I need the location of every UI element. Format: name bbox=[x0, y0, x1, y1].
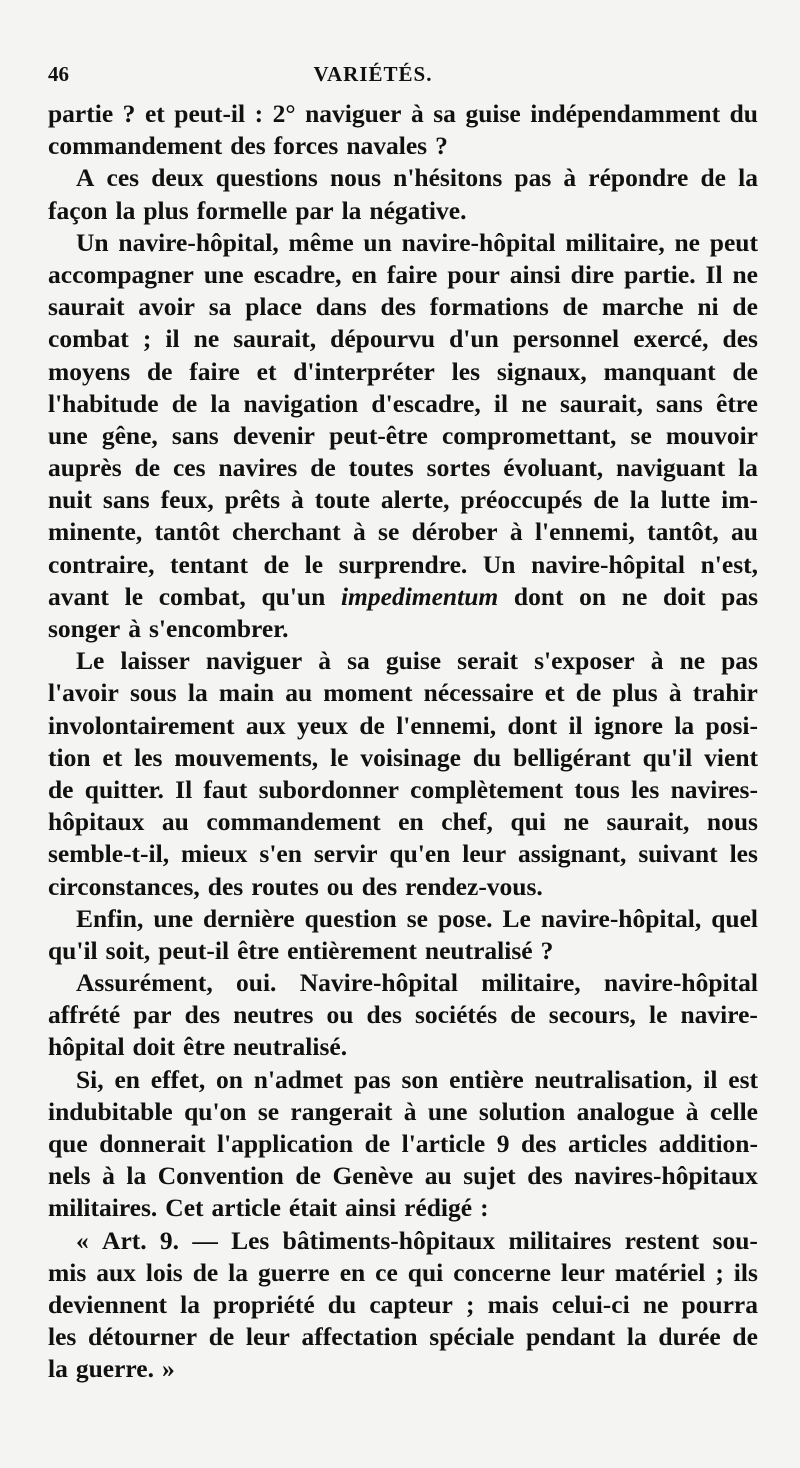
paragraph bbox=[48, 1064, 758, 1225]
paragraph bbox=[48, 1225, 758, 1386]
paragraph bbox=[48, 162, 758, 226]
text-line: songer à s'encombrer. bbox=[48, 614, 289, 643]
text-line: moyens de faire et d'interpréter les signaux, manquant de bbox=[48, 356, 758, 386]
text-line: de quitter. Il faut subordonner complètement tous les navires- bbox=[48, 774, 758, 804]
text-line: que donnerait l'application de l'article 9 des articles addition- bbox=[48, 1129, 758, 1158]
text-line: militaires. Cet article était ainsi rédigé : bbox=[48, 1193, 489, 1223]
text-line: Un navire-hôpital, même un navire-hôpital militaire, ne peut bbox=[76, 227, 758, 257]
text-line: Assurément, oui. Navire-hôpital militaire, navire-hôpital bbox=[76, 968, 758, 998]
paragraph bbox=[48, 98, 758, 162]
text-line: « Art. 9. — Les bâtiments-hôpitaux militaires restent sou- bbox=[76, 1225, 758, 1255]
text-line: tion et les mouvements, le voisinage du belligérant qu'il vient bbox=[48, 742, 758, 772]
text-line: combat ; il ne saurait, dépourvu d'un personnel exercé, des bbox=[48, 324, 758, 354]
text-line: Si, en effet, on n'admet pas son entière neutralisation, il est bbox=[76, 1064, 758, 1094]
running-title: VARIÉTÉS. bbox=[313, 62, 433, 86]
paragraph bbox=[48, 903, 758, 967]
text-line: involontairement aux yeux de l'ennemi, dont il ignore la posi- bbox=[48, 710, 758, 740]
text-line: qu'il soit, peut-il être entièrement neutralisé ? bbox=[48, 935, 554, 965]
page-body bbox=[48, 98, 758, 1386]
text-line: l'avoir sous la main au moment nécessaire et de plus à trahir bbox=[48, 678, 758, 708]
text-line: la guerre. » bbox=[48, 1354, 175, 1384]
text-line: nels à la Convention de Genève au sujet des navires-hôpitaux bbox=[48, 1161, 758, 1191]
text-line: saurait avoir sa place dans des formations de marche ni de bbox=[48, 292, 758, 322]
text-line: minente, tantôt cherchant à se dérober à l'ennemi, tantôt, au bbox=[48, 517, 758, 547]
text-line: Enfin, une dernière question se pose. Le navire-hôpital, quel bbox=[76, 903, 758, 933]
text-line: contraire, tentant de le surprendre. Un navire-hôpital n'est, bbox=[48, 549, 758, 579]
text-line: les détourner de leur affectation spéciale pendant la durée de bbox=[48, 1322, 758, 1352]
text-line: mis aux lois de la guerre en ce qui concerne leur matériel ; ils bbox=[48, 1257, 758, 1287]
text-line: partie ? et peut-il : 2° naviguer à sa guise indépendamment du bbox=[48, 99, 758, 128]
text-line: commandement des forces navales ? bbox=[48, 131, 448, 161]
text-line: une gêne, sans devenir peut-être compromettant, se mouvoir bbox=[48, 420, 758, 450]
text-line: affrété par des neutres ou des sociétés de secours, le navire- bbox=[48, 1000, 758, 1030]
text-line: circonstances, des routes ou des rendez-vous. bbox=[48, 871, 543, 901]
paragraph bbox=[48, 967, 758, 1064]
text-line: l'habitude de la navigation d'escadre, il ne saurait, sans être bbox=[48, 388, 758, 418]
page-number: 46 bbox=[48, 62, 69, 86]
text-line: Le laisser naviguer à sa guise serait s'exposer à ne pas bbox=[76, 646, 758, 676]
text-line: accompagner une escadre, en faire pour ainsi dire partie. Il ne bbox=[48, 259, 758, 289]
text-line: indubitable qu'on se rangerait à une solution analogue à celle bbox=[48, 1096, 758, 1126]
text-line: hôpitaux au commandement en chef, qui ne saurait, nous bbox=[48, 807, 758, 837]
page-header bbox=[48, 62, 758, 92]
text-line: nuit sans feux, prêts à toute alerte, préoccupés de la lutte im- bbox=[48, 485, 758, 515]
paragraph bbox=[48, 227, 758, 645]
text-line: hôpital doit être neutralisé. bbox=[48, 1032, 348, 1062]
text-line: auprès de ces navires de toutes sortes évoluant, naviguant la bbox=[48, 453, 758, 483]
text-line: A ces deux questions nous n'hésitons pas à répondre de la bbox=[76, 163, 758, 193]
text-line: façon la plus formelle par la négative. bbox=[48, 195, 467, 225]
text-line: deviennent la propriété du capteur ; mais celui-ci ne pourra bbox=[48, 1289, 758, 1319]
paragraph bbox=[48, 645, 758, 903]
text-line: semble-t-il, mieux s'en servir qu'en leur assignant, suivant les bbox=[48, 839, 758, 869]
text-line: avant le combat, qu'un impedimentum dont on ne doit pas bbox=[48, 581, 758, 611]
